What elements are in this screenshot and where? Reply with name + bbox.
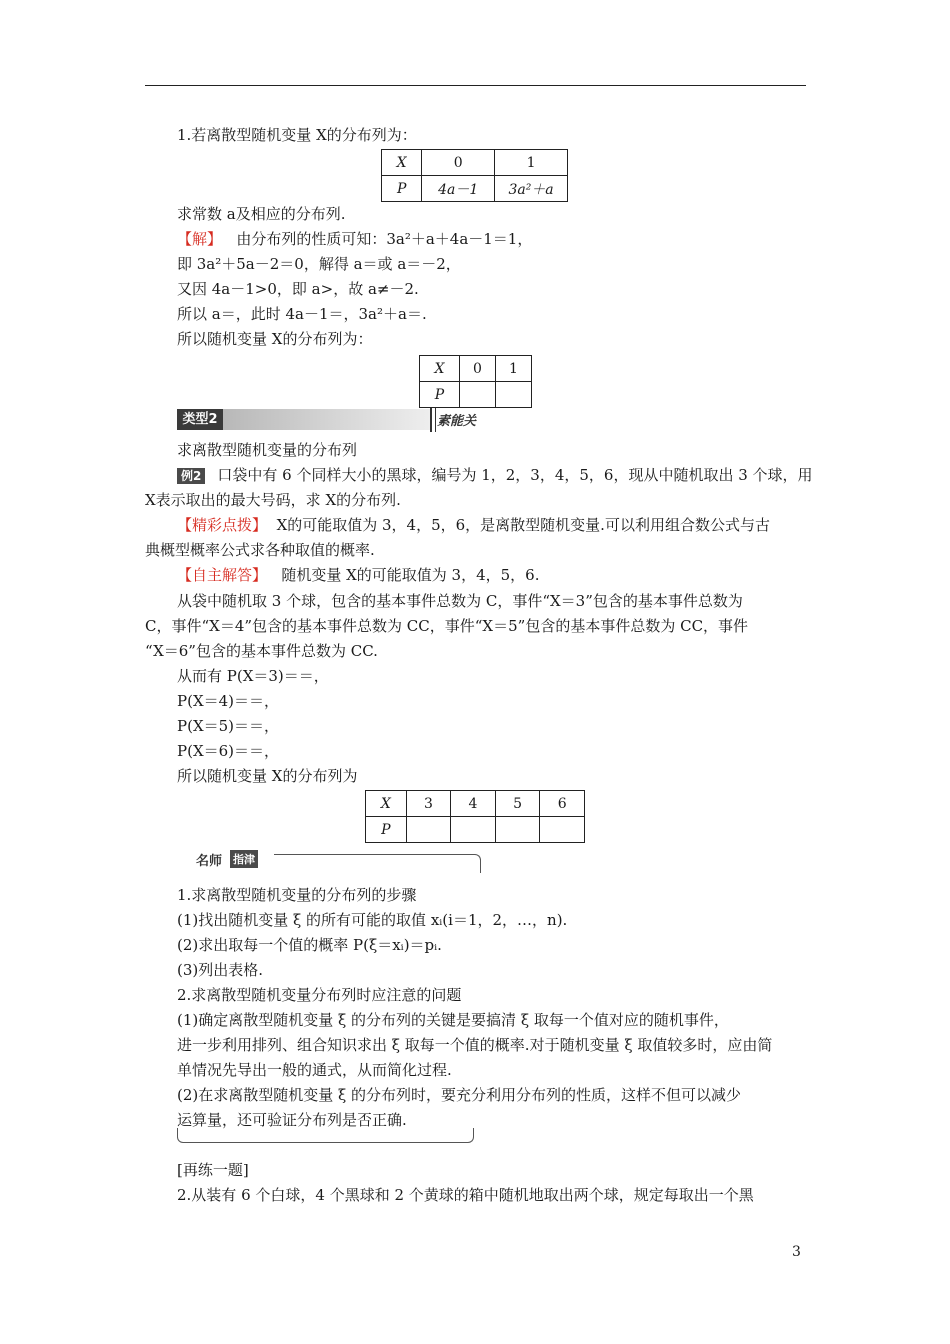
banner-curve [274,854,481,873]
answer-line: P(X＝5)＝＝， [177,717,280,735]
table-cell [459,382,495,408]
example-statement [177,465,813,485]
practice-header: [再练一题] [177,1161,249,1179]
answer-line: C，事件“X＝4”包含的基本事件总数为 CC，事件“X＝5”包含的基本事件总数为 CC，事件 [145,617,749,635]
table-cell: X [366,791,407,817]
solution-line: 即 3a²＋5a－2＝0，解得 a＝或 a＝－2， [177,255,461,273]
teacher-tips-banner [196,850,484,876]
banner-gradient [223,409,430,430]
tips-line: 进一步利用排列、组合知识求出 ξ 取每一个值的概率.对于随机变量 ξ 取值较多时，应由简 [177,1036,773,1054]
banner-separator [430,408,436,432]
table-cell [540,817,585,843]
tips-line: (2)在求离散型随机变量 ξ 的分布列时，要充分利用分布列的性质，这样不但可以减少 [177,1086,742,1104]
example-text: 口袋中有 6 个同样大小的黑球，编号为 1，2，3，4，5，6，现从中随机取出 3 个球，用 [217,466,813,484]
tips-label: 名师 [196,854,223,869]
distribution-table-1 [381,149,568,202]
tips-line: (1)确定离散型随机变量 ξ 的分布列的关键是要搞清 ξ 取每一个值对应的随机事件， [177,1011,729,1029]
answer-line: P(X＝4)＝＝， [177,692,280,710]
distribution-table-3 [365,790,585,843]
table-cell: 4 [451,791,496,817]
table-cell: P [420,382,460,408]
tips-tag: 指津 [230,850,258,868]
answer-line: “X＝6”包含的基本事件总数为 CC. [145,642,378,660]
tips-line: 1.求离散型随机变量的分布列的步骤 [177,886,417,904]
hint-text: X的可能取值为 3，4，5，6，是离散型随机变量.可以利用组合数公式与古 [276,516,770,534]
tips-line: 运算量，还可验证分布列是否正确. [177,1111,407,1129]
problem1-statement: 1.若离散型随机变量 X的分布列为： [177,126,417,144]
page-number: 3 [792,1244,801,1260]
hint-tag: 【精彩点拨】 [177,516,268,534]
tips-line: (3)列出表格. [177,961,264,979]
table-cell: 5 [495,791,540,817]
answer-text: 随机变量 X的可能取值为 3，4，5，6. [281,566,540,584]
table-cell: 0 [459,356,495,382]
solution-line: 所以随机变量 X的分布列为： [177,330,373,348]
section-label: 类型2 [177,409,223,430]
solution-line: 又因 4a－1>0，即 a>，故 a≠－2. [177,280,419,298]
answer-line: 从袋中随机取 3 个球，包含的基本事件总数为 C，事件“X＝3”包含的基本事件总数为 [177,592,743,610]
table-cell: P [366,817,407,843]
table-cell: 4a－1 [422,176,495,202]
distribution-table-2 [419,355,532,408]
tips-end-bracket [177,1128,474,1143]
tips-line: 2.求离散型随机变量分布列时应注意的问题 [177,986,462,1004]
solution-text: 由分布列的性质可知：3a²＋a＋4a－1＝1， [236,230,533,248]
hint-line [177,515,770,535]
answer-tag: 【自主解答】 [177,566,268,584]
table-cell: X [382,150,422,176]
table-cell: X [420,356,460,382]
table-cell [495,382,531,408]
table-cell: 1 [495,150,568,176]
table-cell [495,817,540,843]
example-label: 例2 [177,468,205,484]
problem1-question: 求常数 a及相应的分布列. [177,205,346,223]
table-cell: 6 [540,791,585,817]
table-cell: 0 [422,150,495,176]
tips-line: 单情况先导出一般的通式，从而简化过程. [177,1061,452,1079]
hint-line: 典概型概率公式求各种取值的概率. [145,541,375,559]
table-cell: 1 [495,356,531,382]
section-tag: 素能关 [437,414,477,429]
tips-line: (2)求出取每一个值的概率 P(ξ＝xᵢ)＝pᵢ. [177,936,442,954]
solution-tag: 【解】 [177,230,223,248]
table-cell [406,817,451,843]
answer-line: 所以随机变量 X的分布列为 [177,767,358,785]
table-cell: 3a²＋a [495,176,568,202]
section-banner-type2 [177,408,482,432]
answer-line [177,565,540,585]
header-rule [145,85,806,86]
answer-line: 从而有 P(X＝3)＝＝， [177,667,329,685]
table-cell: 3 [406,791,451,817]
tips-line: (1)找出随机变量 ξ 的所有可能的取值 xᵢ(i＝1，2，…，n). [177,911,568,929]
table-cell: P [382,176,422,202]
answer-line: P(X＝6)＝＝， [177,742,280,760]
section-title: 求离散型随机变量的分布列 [177,441,358,459]
practice-problem: 2.从装有 6 个白球，4 个黑球和 2 个黄球的箱中随机地取出两个球，规定每取出一个黑 [177,1186,754,1204]
solution-line [177,229,532,249]
table-cell [451,817,496,843]
example-statement: X表示取出的最大号码，求 X的分布列. [145,491,401,509]
solution-line: 所以 a＝，此时 4a－1＝，3a²＋a＝. [177,305,427,323]
